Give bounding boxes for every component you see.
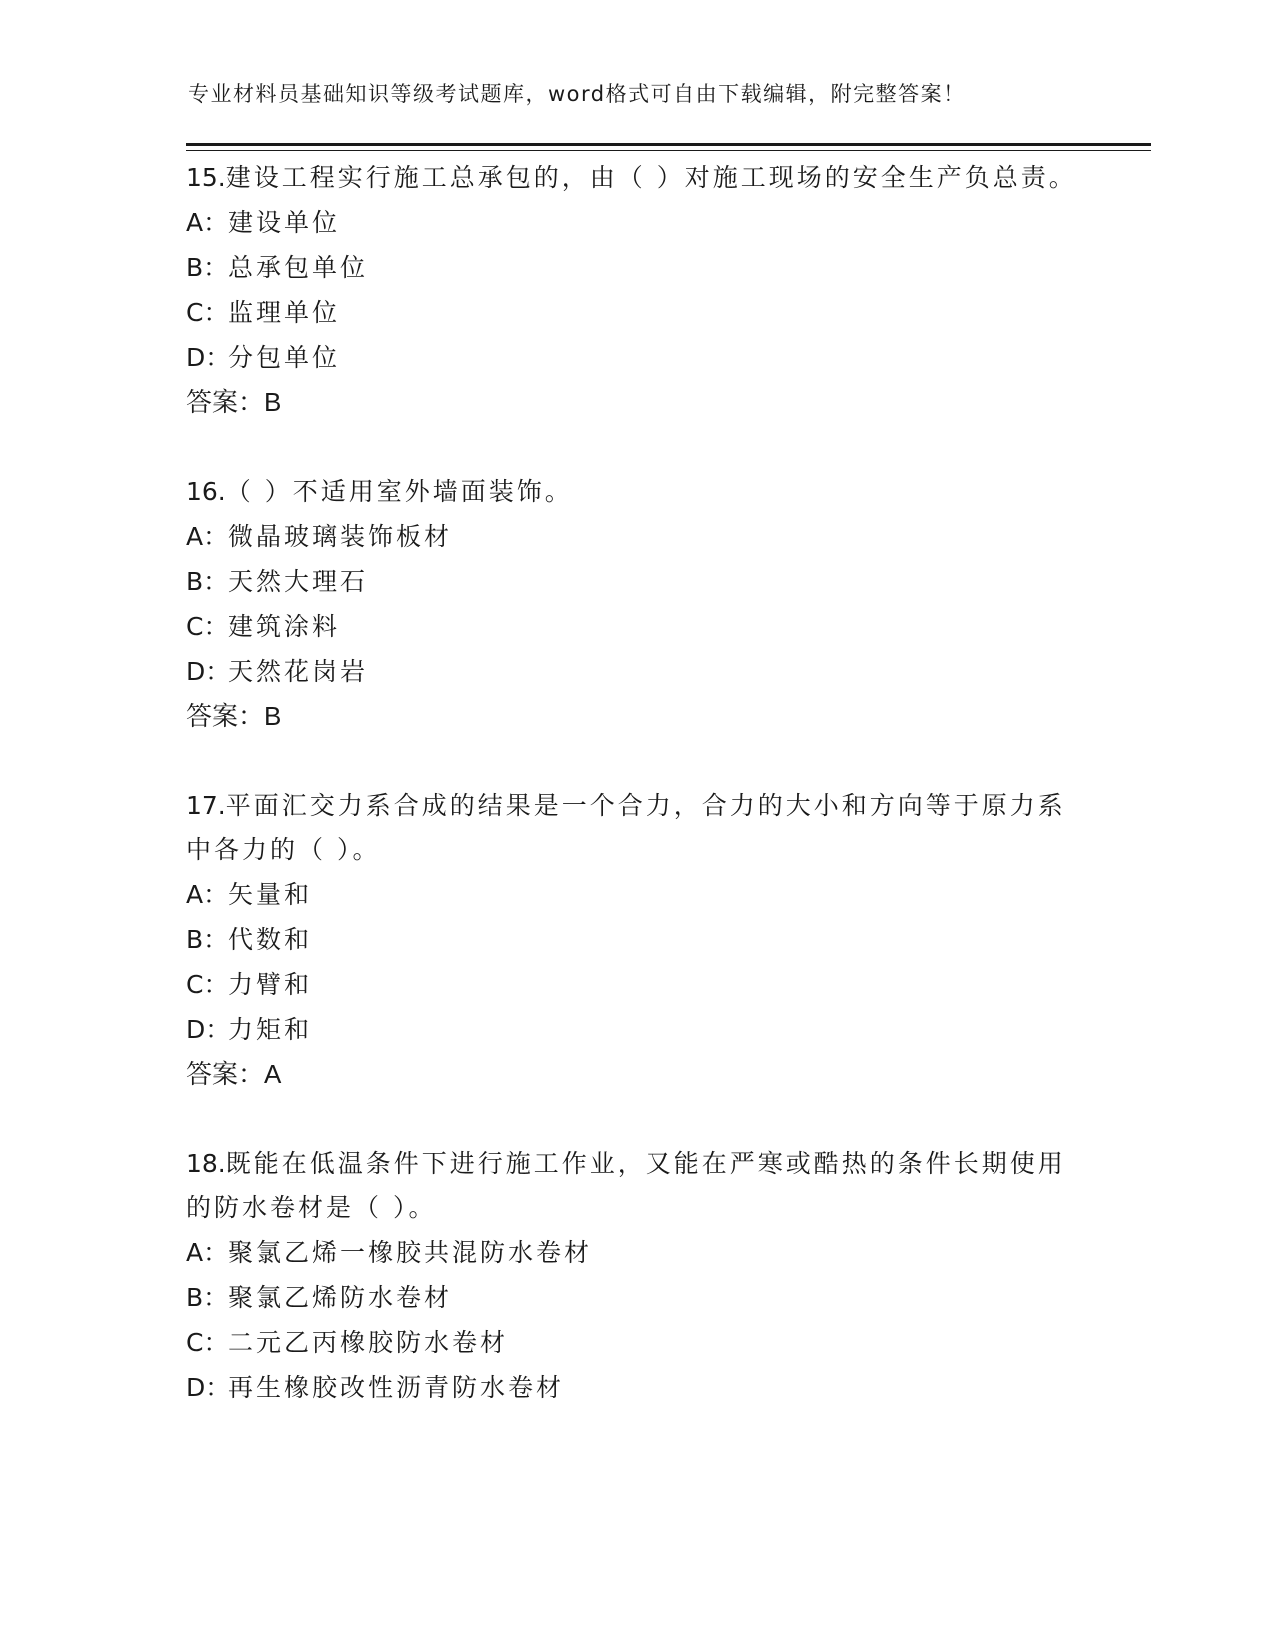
question-stem	[186, 1142, 1086, 1230]
question-number: 16.	[186, 477, 226, 506]
question-text: 建设工程实行施工总承包的，由（ ）对施工现场的安全生产负总责。	[225, 163, 1077, 192]
option-letter: A：	[186, 522, 229, 551]
answer-line: 答案：A	[186, 1059, 282, 1089]
option-text: 代数和	[228, 925, 313, 954]
question-number: 15.	[186, 163, 226, 192]
option-letter: C：	[186, 1328, 229, 1357]
header-rule-thick	[186, 143, 1151, 146]
option-letter: B：	[186, 925, 229, 954]
option-letter: D：	[186, 1015, 231, 1044]
question-16	[186, 470, 1086, 739]
option-text: 再生橡胶改性沥青防水卷材	[228, 1373, 565, 1402]
option-a	[186, 514, 1086, 559]
option-c	[186, 962, 1086, 1007]
option-c	[186, 1320, 1086, 1365]
question-15	[186, 156, 1086, 425]
option-c	[186, 290, 1086, 335]
page-header: 专业材料员基础知识等级考试题库，word格式可自由下载编辑，附完整答案！	[188, 82, 966, 106]
option-letter: D：	[186, 657, 231, 686]
option-letter: A：	[186, 1238, 229, 1267]
option-c	[186, 604, 1086, 649]
question-text: （ ）不适用室外墙面装饰。	[225, 477, 573, 506]
option-text: 力臂和	[228, 970, 313, 999]
option-text: 天然大理石	[228, 567, 369, 596]
option-text: 力矩和	[228, 1015, 313, 1044]
answer-line: 答案：B	[186, 387, 282, 417]
option-b	[186, 1275, 1086, 1320]
option-text: 建设单位	[228, 208, 341, 237]
header-rule-thin	[186, 150, 1151, 151]
question-number: 18.	[186, 1149, 226, 1178]
option-letter: C：	[186, 298, 229, 327]
option-b	[186, 245, 1086, 290]
option-letter: B：	[186, 253, 229, 282]
option-letter: A：	[186, 208, 229, 237]
option-letter: B：	[186, 1283, 229, 1312]
option-a	[186, 200, 1086, 245]
option-letter: C：	[186, 970, 229, 999]
option-text: 分包单位	[228, 343, 341, 372]
question-stem	[186, 470, 1086, 514]
option-text: 矢量和	[228, 880, 313, 909]
question-text: 平面汇交力系合成的结果是一个合力，合力的大小和方向等于原力系中各力的（ ）。	[186, 791, 1066, 864]
option-a	[186, 1230, 1086, 1275]
question-number: 17.	[186, 791, 226, 820]
option-text: 聚氯乙烯一橡胶共混防水卷材	[228, 1238, 593, 1267]
question-stem	[186, 784, 1086, 872]
question-18	[186, 1142, 1086, 1410]
option-letter: A：	[186, 880, 229, 909]
option-d	[186, 335, 1086, 380]
option-b	[186, 559, 1086, 604]
option-text: 微晶玻璃装饰板材	[228, 522, 453, 551]
option-letter: C：	[186, 612, 229, 641]
option-text: 总承包单位	[228, 253, 369, 282]
option-b	[186, 917, 1086, 962]
question-text: 既能在低温条件下进行施工作业，又能在严寒或酷热的条件长期使用的防水卷材是（ ）。	[186, 1149, 1066, 1222]
option-text: 天然花岗岩	[228, 657, 369, 686]
question-list	[186, 156, 1086, 1455]
option-a	[186, 872, 1086, 917]
option-text: 二元乙丙橡胶防水卷材	[228, 1328, 509, 1357]
answer-line: 答案：B	[186, 701, 282, 731]
option-letter: B：	[186, 567, 229, 596]
option-letter: D：	[186, 1373, 231, 1402]
question-17	[186, 784, 1086, 1097]
option-letter: D：	[186, 343, 231, 372]
option-d	[186, 1365, 1086, 1410]
option-text: 建筑涂料	[228, 612, 341, 641]
option-text: 聚氯乙烯防水卷材	[228, 1283, 453, 1312]
option-d	[186, 1007, 1086, 1052]
option-d	[186, 649, 1086, 694]
option-text: 监理单位	[228, 298, 341, 327]
question-stem	[186, 156, 1086, 200]
